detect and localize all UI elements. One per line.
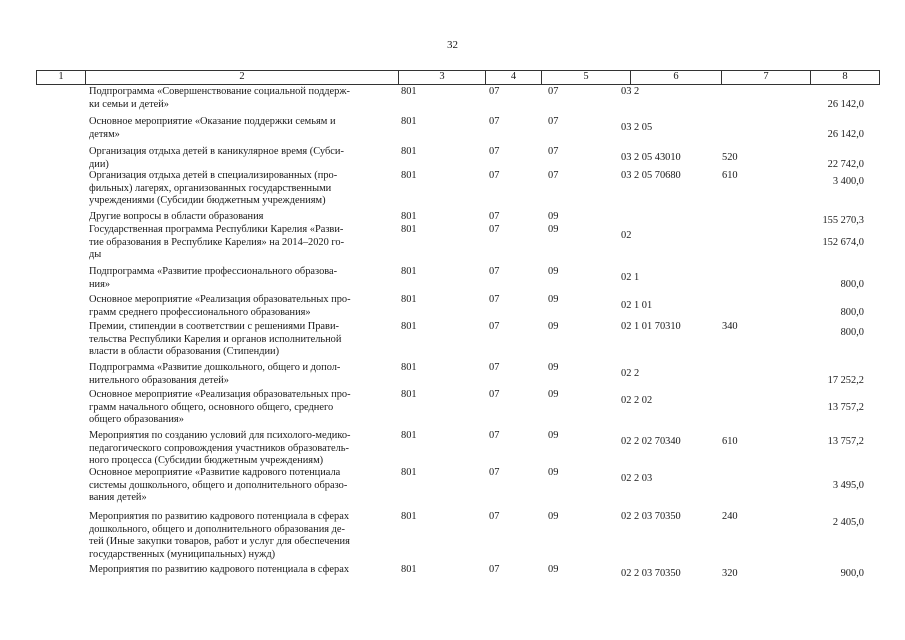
row-c5: 09 [548, 430, 559, 441]
row-c8: 800,0 [840, 278, 864, 290]
row-name: Мероприятия по развитию кадрового потенциала в сферах [89, 564, 350, 575]
row-name: Другие вопросы в области образования [89, 211, 264, 222]
row-c7: 520 [722, 152, 738, 164]
row-c7: 610 [722, 436, 738, 448]
row-c8: 26 142,0 [827, 128, 864, 140]
row-c8: 13 757,2 [827, 401, 864, 413]
row-c5: 09 [548, 511, 559, 522]
row-c6: 02 1 01 [621, 300, 653, 312]
header-col-1: 1 [37, 71, 86, 84]
row-c6: 03 2 05 [621, 122, 653, 134]
row-c4: 07 [489, 224, 500, 235]
row-c5: 07 [548, 146, 559, 157]
row-c8: 17 252,2 [827, 374, 864, 386]
row-c4: 07 [489, 170, 500, 181]
row-c6: 02 1 [621, 272, 640, 284]
row-c3: 801 [401, 362, 417, 373]
row-c5: 07 [548, 116, 559, 127]
table-header [36, 70, 880, 85]
row-c4: 07 [489, 430, 500, 441]
row-c7: 320 [722, 567, 738, 579]
row-c6: 03 2 [621, 86, 640, 97]
row-c8: 13 757,2 [827, 436, 864, 448]
row-name: Организация отдыха детей в специализированных (про- фильных) лагерях, организованных государственными учреждениями (Субсидии бюджетным учреждениям) [89, 170, 338, 206]
row-c6: 02 2 03 70350 [621, 511, 681, 522]
row-c8: 3 400,0 [832, 176, 864, 188]
row-c6: 02 2 [621, 368, 640, 380]
row-name: Подпрограмма «Развитие профессионального образова- ния» [89, 266, 338, 290]
header-col-5: 5 [542, 71, 631, 84]
row-c8: 900,0 [840, 567, 864, 579]
row-c6: 03 2 05 43010 [621, 152, 681, 164]
row-c4: 07 [489, 116, 500, 127]
row-c4: 07 [489, 321, 500, 332]
row-name: Мероприятия по развитию кадрового потенциала в сферах дошкольного, общего и дополнительного образования де- тей (Иные закупки товаров, работ и услуг для обеспечения государственных (муниципальных) нужд) [89, 511, 350, 560]
row-name: Организация отдыха детей в каникулярное время (Субси- дии) [89, 146, 344, 170]
row-c3: 801 [401, 170, 417, 181]
row-c5: 09 [548, 362, 559, 373]
row-c3: 801 [401, 86, 417, 97]
row-c8: 152 674,0 [822, 236, 864, 248]
row-c3: 801 [401, 389, 417, 400]
row-c4: 07 [489, 389, 500, 400]
row-name: Основное мероприятие «Реализация образовательных про- грамм начального общего, основного общего, среднего общего образования» [89, 389, 351, 425]
row-c4: 07 [489, 266, 500, 277]
header-col-3: 3 [399, 71, 486, 84]
row-c6: 02 [621, 230, 632, 242]
row-name: Мероприятия по созданию условий для психолого-медико- педагогического сопровождения участников образователь- ного процесса (Субсидии бюджетным учреждениям) [89, 430, 351, 466]
page-number: 32 [447, 39, 458, 51]
row-c3: 801 [401, 467, 417, 478]
row-c8: 22 742,0 [827, 158, 864, 170]
row-c6: 02 1 01 70310 [621, 321, 681, 332]
row-c3: 801 [401, 266, 417, 277]
row-c6: 03 2 05 70680 [621, 170, 681, 181]
row-name: Основное мероприятие «Реализация образовательных про- грамм среднего профессионального образования» [89, 294, 351, 318]
row-name: Подпрограмма «Совершенствование социальной поддерж- ки семьи и детей» [89, 86, 350, 110]
row-c4: 07 [489, 86, 500, 97]
row-c3: 801 [401, 564, 417, 575]
row-c5: 09 [548, 294, 559, 305]
row-c8: 26 142,0 [827, 98, 864, 110]
row-c4: 07 [489, 146, 500, 157]
row-c5: 07 [548, 86, 559, 97]
row-c5: 09 [548, 321, 559, 332]
row-c5: 09 [548, 564, 559, 575]
row-name: Премии, стипендии в соответствии с решениями Прави- тельства Республики Карелия и органов исполнительной власти в области образования (Стипендии) [89, 321, 342, 357]
row-c4: 07 [489, 362, 500, 373]
header-col-7: 7 [722, 71, 811, 84]
row-c5: 09 [548, 211, 559, 222]
row-c4: 07 [489, 467, 500, 478]
row-c6: 02 2 02 [621, 395, 653, 407]
header-col-8: 8 [842, 71, 848, 82]
row-c8: 800,0 [840, 327, 864, 339]
row-c3: 801 [401, 116, 417, 127]
row-name: Государственная программа Республики Карелия «Разви- тие образования в Республике Карелия» на 2014–2020 го- ды [89, 224, 345, 260]
row-c3: 801 [401, 211, 417, 222]
row-c8: 2 405,0 [832, 517, 864, 529]
row-c5: 09 [548, 467, 559, 478]
row-c4: 07 [489, 564, 500, 575]
header-col-6: 6 [631, 71, 722, 84]
row-name: Подпрограмма «Развитие дошкольного, общего и допол- нительного образования детей» [89, 362, 341, 386]
row-c8: 3 495,0 [832, 479, 864, 491]
row-c5: 09 [548, 389, 559, 400]
row-c3: 801 [401, 294, 417, 305]
row-c3: 801 [401, 321, 417, 332]
row-c7: 610 [722, 170, 738, 181]
row-c5: 09 [548, 266, 559, 277]
row-name: Основное мероприятие «Оказание поддержки семьям и детям» [89, 116, 336, 140]
row-c7: 340 [722, 321, 738, 332]
header-col-4: 4 [486, 71, 542, 84]
row-c3: 801 [401, 224, 417, 235]
row-c6: 02 2 03 70350 [621, 567, 681, 579]
row-c4: 07 [489, 294, 500, 305]
row-c4: 07 [489, 211, 500, 222]
row-c5: 09 [548, 224, 559, 235]
row-c3: 801 [401, 511, 417, 522]
row-c4: 07 [489, 511, 500, 522]
row-c5: 07 [548, 170, 559, 181]
row-c8: 800,0 [840, 306, 864, 318]
row-c3: 801 [401, 430, 417, 441]
row-c8: 155 270,3 [822, 214, 864, 226]
header-col-2: 2 [86, 71, 399, 84]
row-c3: 801 [401, 146, 417, 157]
row-c6: 02 2 02 70340 [621, 436, 681, 448]
row-c6: 02 2 03 [621, 473, 653, 485]
row-name: Основное мероприятие «Развитие кадрового потенциала системы дошкольного, общего и дополнительного образо- вания детей» [89, 467, 348, 503]
row-c7: 240 [722, 511, 738, 522]
